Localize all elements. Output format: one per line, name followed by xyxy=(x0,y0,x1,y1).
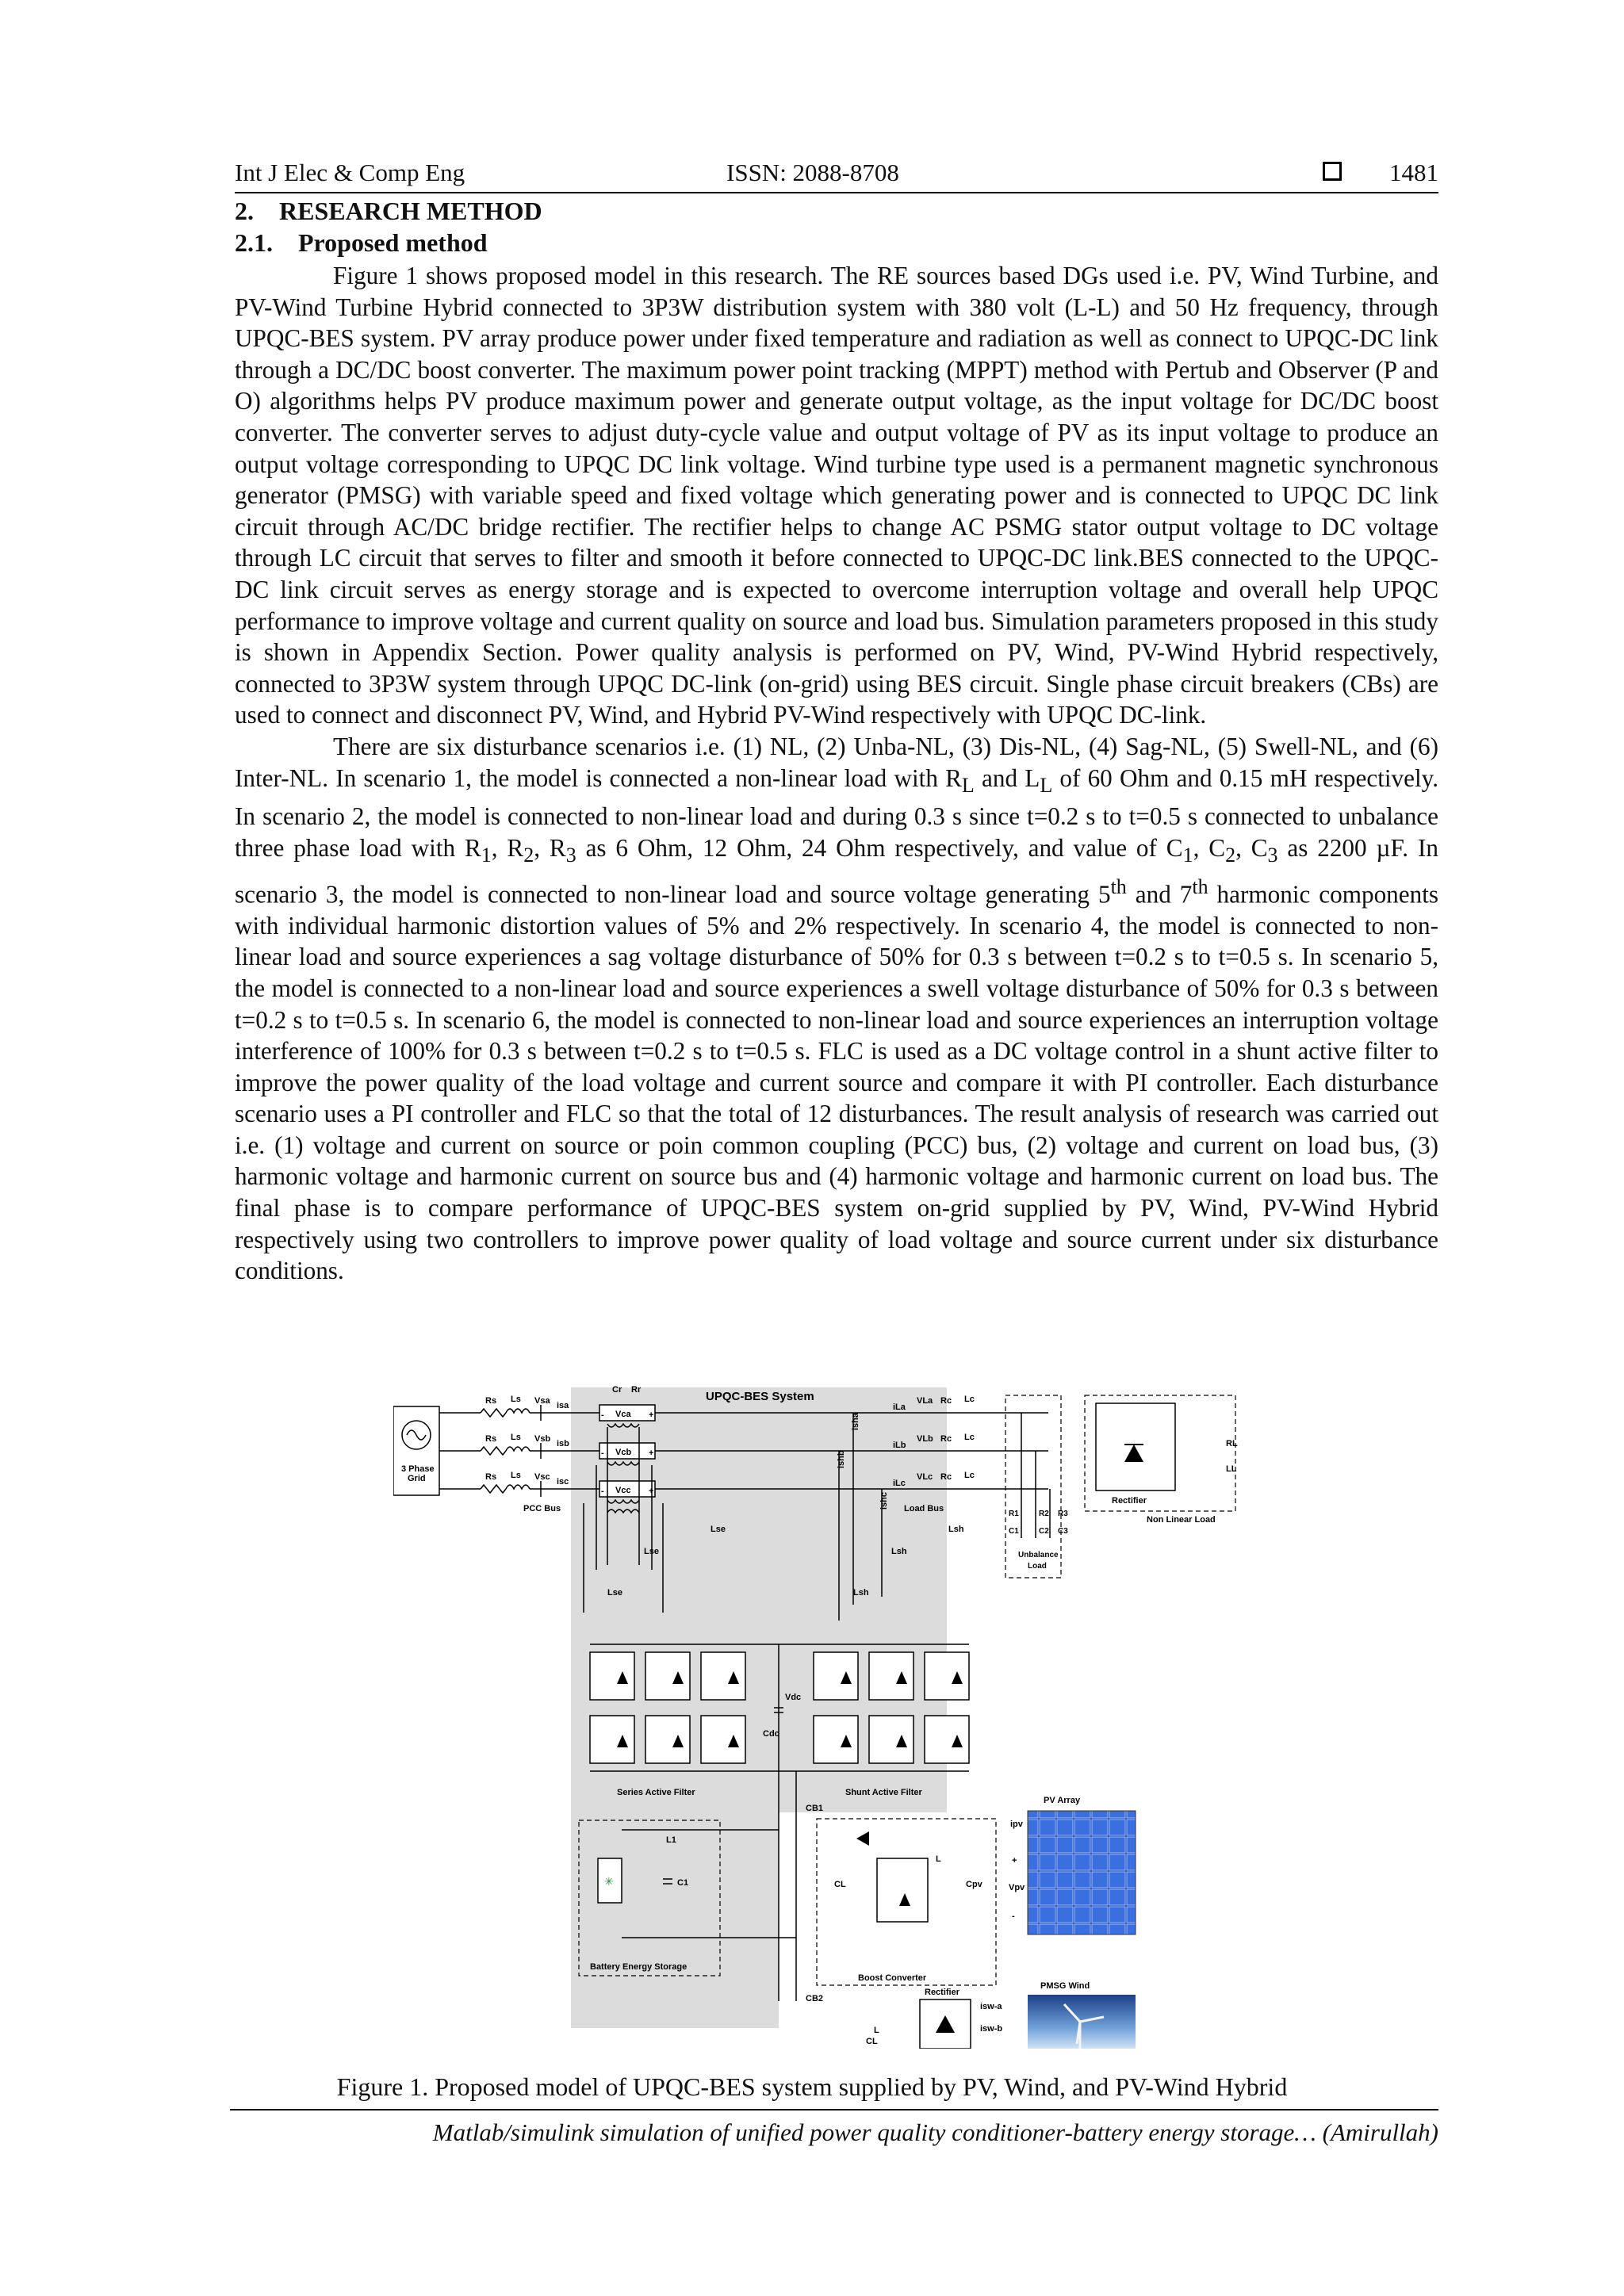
running-footer: Matlab/simulink simulation of unified power quality conditioner-battery energy storage… (Amirullah) xyxy=(230,2109,1438,2147)
svg-text:L: L xyxy=(874,2026,879,2035)
svg-text:isb: isb xyxy=(557,1439,569,1448)
svg-text:VLb: VLb xyxy=(917,1434,933,1444)
svg-text:Lc: Lc xyxy=(964,1433,975,1442)
svg-text:+: + xyxy=(1012,1856,1017,1866)
svg-text:isc: isc xyxy=(557,1477,569,1487)
circuit-svg xyxy=(393,1383,1281,2049)
section-heading: 2. RESEARCH METHOD xyxy=(235,197,542,225)
svg-text:Rectifier: Rectifier xyxy=(1112,1496,1147,1506)
svg-text:LL: LL xyxy=(1226,1464,1237,1474)
svg-text:L: L xyxy=(936,1854,941,1864)
svg-text:iLa: iLa xyxy=(893,1402,906,1412)
svg-text:isa: isa xyxy=(557,1401,569,1410)
svg-text:C1: C1 xyxy=(1009,1527,1019,1536)
upqc-title: UPQC-BES System xyxy=(706,1390,814,1403)
svg-text:Grid: Grid xyxy=(408,1474,426,1483)
body-text xyxy=(235,260,1438,1287)
svg-text:L1: L1 xyxy=(666,1835,676,1845)
svg-text:CL: CL xyxy=(834,1880,846,1889)
svg-text:ishb: ishb xyxy=(837,1450,846,1468)
page-number: 1481 xyxy=(1389,159,1438,186)
svg-text:Load: Load xyxy=(1028,1562,1047,1571)
svg-text:CB1: CB1 xyxy=(806,1804,824,1813)
svg-text:C1: C1 xyxy=(677,1878,689,1888)
svg-text:Vpv: Vpv xyxy=(1009,1883,1025,1892)
svg-text:Cpv: Cpv xyxy=(966,1880,982,1889)
svg-text:CL: CL xyxy=(866,2037,878,2046)
checkbox-square-icon xyxy=(1323,162,1342,181)
svg-text:Cr: Cr xyxy=(612,1385,622,1395)
svg-text:Vca: Vca xyxy=(615,1410,631,1419)
svg-text:Ls: Ls xyxy=(511,1471,521,1480)
svg-text:R1: R1 xyxy=(1009,1510,1019,1518)
svg-text:iLc: iLc xyxy=(893,1479,906,1488)
svg-text:RL: RL xyxy=(1226,1439,1238,1448)
svg-text:VLa: VLa xyxy=(917,1396,933,1406)
svg-text:PMSG Wind: PMSG Wind xyxy=(1040,1981,1090,1991)
svg-text:ipv: ipv xyxy=(1010,1820,1023,1829)
svg-text:+: + xyxy=(649,1448,654,1458)
svg-text:Vcc: Vcc xyxy=(615,1486,631,1495)
svg-text:-: - xyxy=(601,1410,604,1420)
svg-text:Non Linear Load: Non Linear Load xyxy=(1147,1515,1216,1525)
svg-text:C3: C3 xyxy=(1058,1527,1068,1536)
svg-text:Lc: Lc xyxy=(964,1395,975,1404)
svg-text:C2: C2 xyxy=(1039,1527,1049,1536)
svg-text:CB2: CB2 xyxy=(806,1994,824,2003)
svg-text:ishc: ishc xyxy=(879,1491,889,1510)
svg-text:+: + xyxy=(649,1487,654,1496)
svg-text:-: - xyxy=(1012,1911,1015,1921)
svg-text:iLb: iLb xyxy=(893,1441,906,1450)
svg-text:R2: R2 xyxy=(1039,1510,1049,1518)
svg-text:Boost Converter: Boost Converter xyxy=(858,1973,927,1983)
svg-text:+: + xyxy=(649,1410,654,1420)
svg-text:PV Array: PV Array xyxy=(1044,1796,1081,1805)
svg-text:✳: ✳ xyxy=(604,1875,614,1888)
boost-switch-icon xyxy=(877,1858,928,1922)
subsection-heading: 2.1. Proposed method xyxy=(235,228,488,257)
issn: ISSN: 2088-8708 xyxy=(726,159,899,186)
svg-text:Lse: Lse xyxy=(710,1525,726,1534)
svg-text:PCC Bus: PCC Bus xyxy=(523,1504,561,1513)
svg-text:VLc: VLc xyxy=(917,1472,933,1482)
journal-name: Int J Elec & Comp Eng xyxy=(235,159,465,186)
svg-text:Rc: Rc xyxy=(940,1472,952,1482)
svg-text:Lse: Lse xyxy=(644,1547,659,1556)
svg-text:Shunt Active Filter: Shunt Active Filter xyxy=(845,1788,922,1797)
svg-text:Vcb: Vcb xyxy=(615,1448,632,1457)
svg-text:Vsa: Vsa xyxy=(534,1396,550,1406)
svg-text:Vdc: Vdc xyxy=(785,1693,802,1702)
svg-text:3 Phase: 3 Phase xyxy=(401,1464,435,1474)
svg-text:Lc: Lc xyxy=(964,1471,975,1480)
svg-text:Lse: Lse xyxy=(607,1588,622,1598)
svg-text:Ls: Ls xyxy=(511,1395,521,1404)
page-header xyxy=(235,155,1438,193)
svg-text:Lsh: Lsh xyxy=(853,1588,869,1598)
figure-1-circuit-diagram xyxy=(393,1383,1281,2049)
svg-text:isw-a: isw-a xyxy=(980,2002,1002,2011)
svg-text:Rs: Rs xyxy=(485,1434,497,1444)
svg-text:-: - xyxy=(601,1448,604,1458)
rectifier-box xyxy=(1096,1403,1175,1490)
svg-text:Battery Energy Storage: Battery Energy Storage xyxy=(590,1962,688,1972)
svg-text:Rs: Rs xyxy=(485,1472,497,1482)
svg-text:Rs: Rs xyxy=(485,1396,497,1406)
svg-text:Rc: Rc xyxy=(940,1396,952,1406)
svg-text:Rectifier: Rectifier xyxy=(925,1988,960,1997)
svg-text:Series Active Filter: Series Active Filter xyxy=(617,1788,695,1797)
paragraph-2: There are six disturbance scenarios i.e. (1) NL, (2) Unba-NL, (3) Dis-NL, (4) Sag-NL, (5) Swell-NL, and (6) Inter-NL. In scenario 1, the model is connected a non-linear load with $R_L$ and $L_L$ of 60 Ohm and 0.15 mH respectively. In scenario 2, the model is connected to non-linear load and during 0.3 s since t=0.2 s to t=0.5 s connected to unbalance three phase load with $R_1$, $R_2$, $R_3$ as 6 Ohm, 12 Ohm, 24 Ohm respectively, and value of $C_1$, $C_2$, $C_3$ as 2200 µF. In scenario 3, the model is connected to non-linear load and source voltage generating 5th and 7th harmonic components with individual harmonic distortion values of 5% and 2% respectively. In scenario 4, the model is connected to non-linear load and source experiences a sag voltage disturbance of 50% for 0.3 s between t=0.2 s to t=0.5 s. In scenario 5, the model is connected to a non-linear load and source experiences a swell voltage disturbance of 50% for 0.3 s between t=0.2 s to t=0.5 s. In scenario 6, the model is connected to non-linear load and source experiences an interruption voltage interference of 100% for 0.3 s between t=0.2 s to t=0.5 s. FLC is used as a DC voltage control in a shunt active filter to improve the power quality of the load voltage and current source and compare it with PI controller. Each disturbance scenario uses a PI controller and FLC so that the total of 12 disturbances. The result analysis of research was carried out i.e. (1) voltage and current on source or poin common coupling (PCC) bus, (2) voltage and current on load bus, (3) harmonic voltage and harmonic current on source bus and (4) harmonic voltage and harmonic current on load bus. The final phase is to compare performance of UPQC-BES system on-grid supplied by PV, Wind, PV-Wind Hybrid respectively using two controllers to improve power quality of load voltage and source current under six disturbance conditions. xyxy=(235,732,1439,1285)
boost-diode-icon xyxy=(856,1831,869,1846)
svg-text:-: - xyxy=(601,1487,604,1496)
svg-text:Ls: Ls xyxy=(511,1433,521,1442)
svg-text:Lsh: Lsh xyxy=(891,1547,907,1556)
paragraph-1: Figure 1 shows proposed model in this research. The RE sources based DGs used i.e. PV, Wind Turbine, and PV-Wind Turbine Hybrid connected to 3P3W distribution system with 380 volt (L-L) and 50 Hz frequency, through UPQC-BES system. PV array produce power under fixed temperature and radiation as well as connect to UPQC-DC link through a DC/DC boost converter. The maximum power point tracking (MPPT) method with Pertub and Observer (P and O) algorithms helps PV produce maximum power and generate output voltage, as the input voltage for DC/DC boost converter. The converter serves to adjust duty-cycle value and output voltage of PV as its input voltage to produce an output voltage corresponding to UPQC DC link voltage. Wind turbine type used is a permanent magnetic synchronous generator (PMSG) with variable speed and fixed voltage which generating power and is connected to UPQC DC link circuit through AC/DC bridge rectifier. The rectifier helps to change AC PSMG stator output voltage to DC voltage through LC circuit that serves to filter and smooth it before connected to UPQC-DC link.BES connected to the UPQC-DC link circuit serves as energy storage and is expected to overcome interruption voltage and overall help UPQC performance to improve voltage and current quality on source and load bus. Simulation parameters proposed in this study is shown in Appendix Section. Power quality analysis is performed on PV, Wind, PV-Wind Hybrid respectively, connected to 3P3W system through UPQC DC-link (on-grid) using BES circuit. Single phase circuit breakers (CBs) are used to connect and disconnect PV, Wind, and Hybrid PV-Wind respectively with UPQC DC-link. xyxy=(235,262,1438,729)
pv-array-image xyxy=(1028,1811,1136,1934)
svg-text:Rr: Rr xyxy=(631,1385,642,1395)
svg-text:Lsh: Lsh xyxy=(948,1525,964,1534)
svg-text:Vsc: Vsc xyxy=(534,1472,550,1482)
svg-text:Vsb: Vsb xyxy=(534,1434,551,1444)
svg-text:Rc: Rc xyxy=(940,1434,952,1444)
figure-caption: Figure 1. Proposed model of UPQC-BES system supplied by PV, Wind, and PV-Wind Hybrid xyxy=(336,2072,1288,2101)
svg-text:isw-b: isw-b xyxy=(980,2024,1003,2034)
svg-text:Load Bus: Load Bus xyxy=(904,1504,944,1513)
svg-text:isha: isha xyxy=(851,1412,860,1430)
svg-text:R3: R3 xyxy=(1058,1510,1068,1518)
svg-text:Cdc: Cdc xyxy=(763,1729,779,1739)
svg-text:Unbalance: Unbalance xyxy=(1018,1551,1059,1559)
